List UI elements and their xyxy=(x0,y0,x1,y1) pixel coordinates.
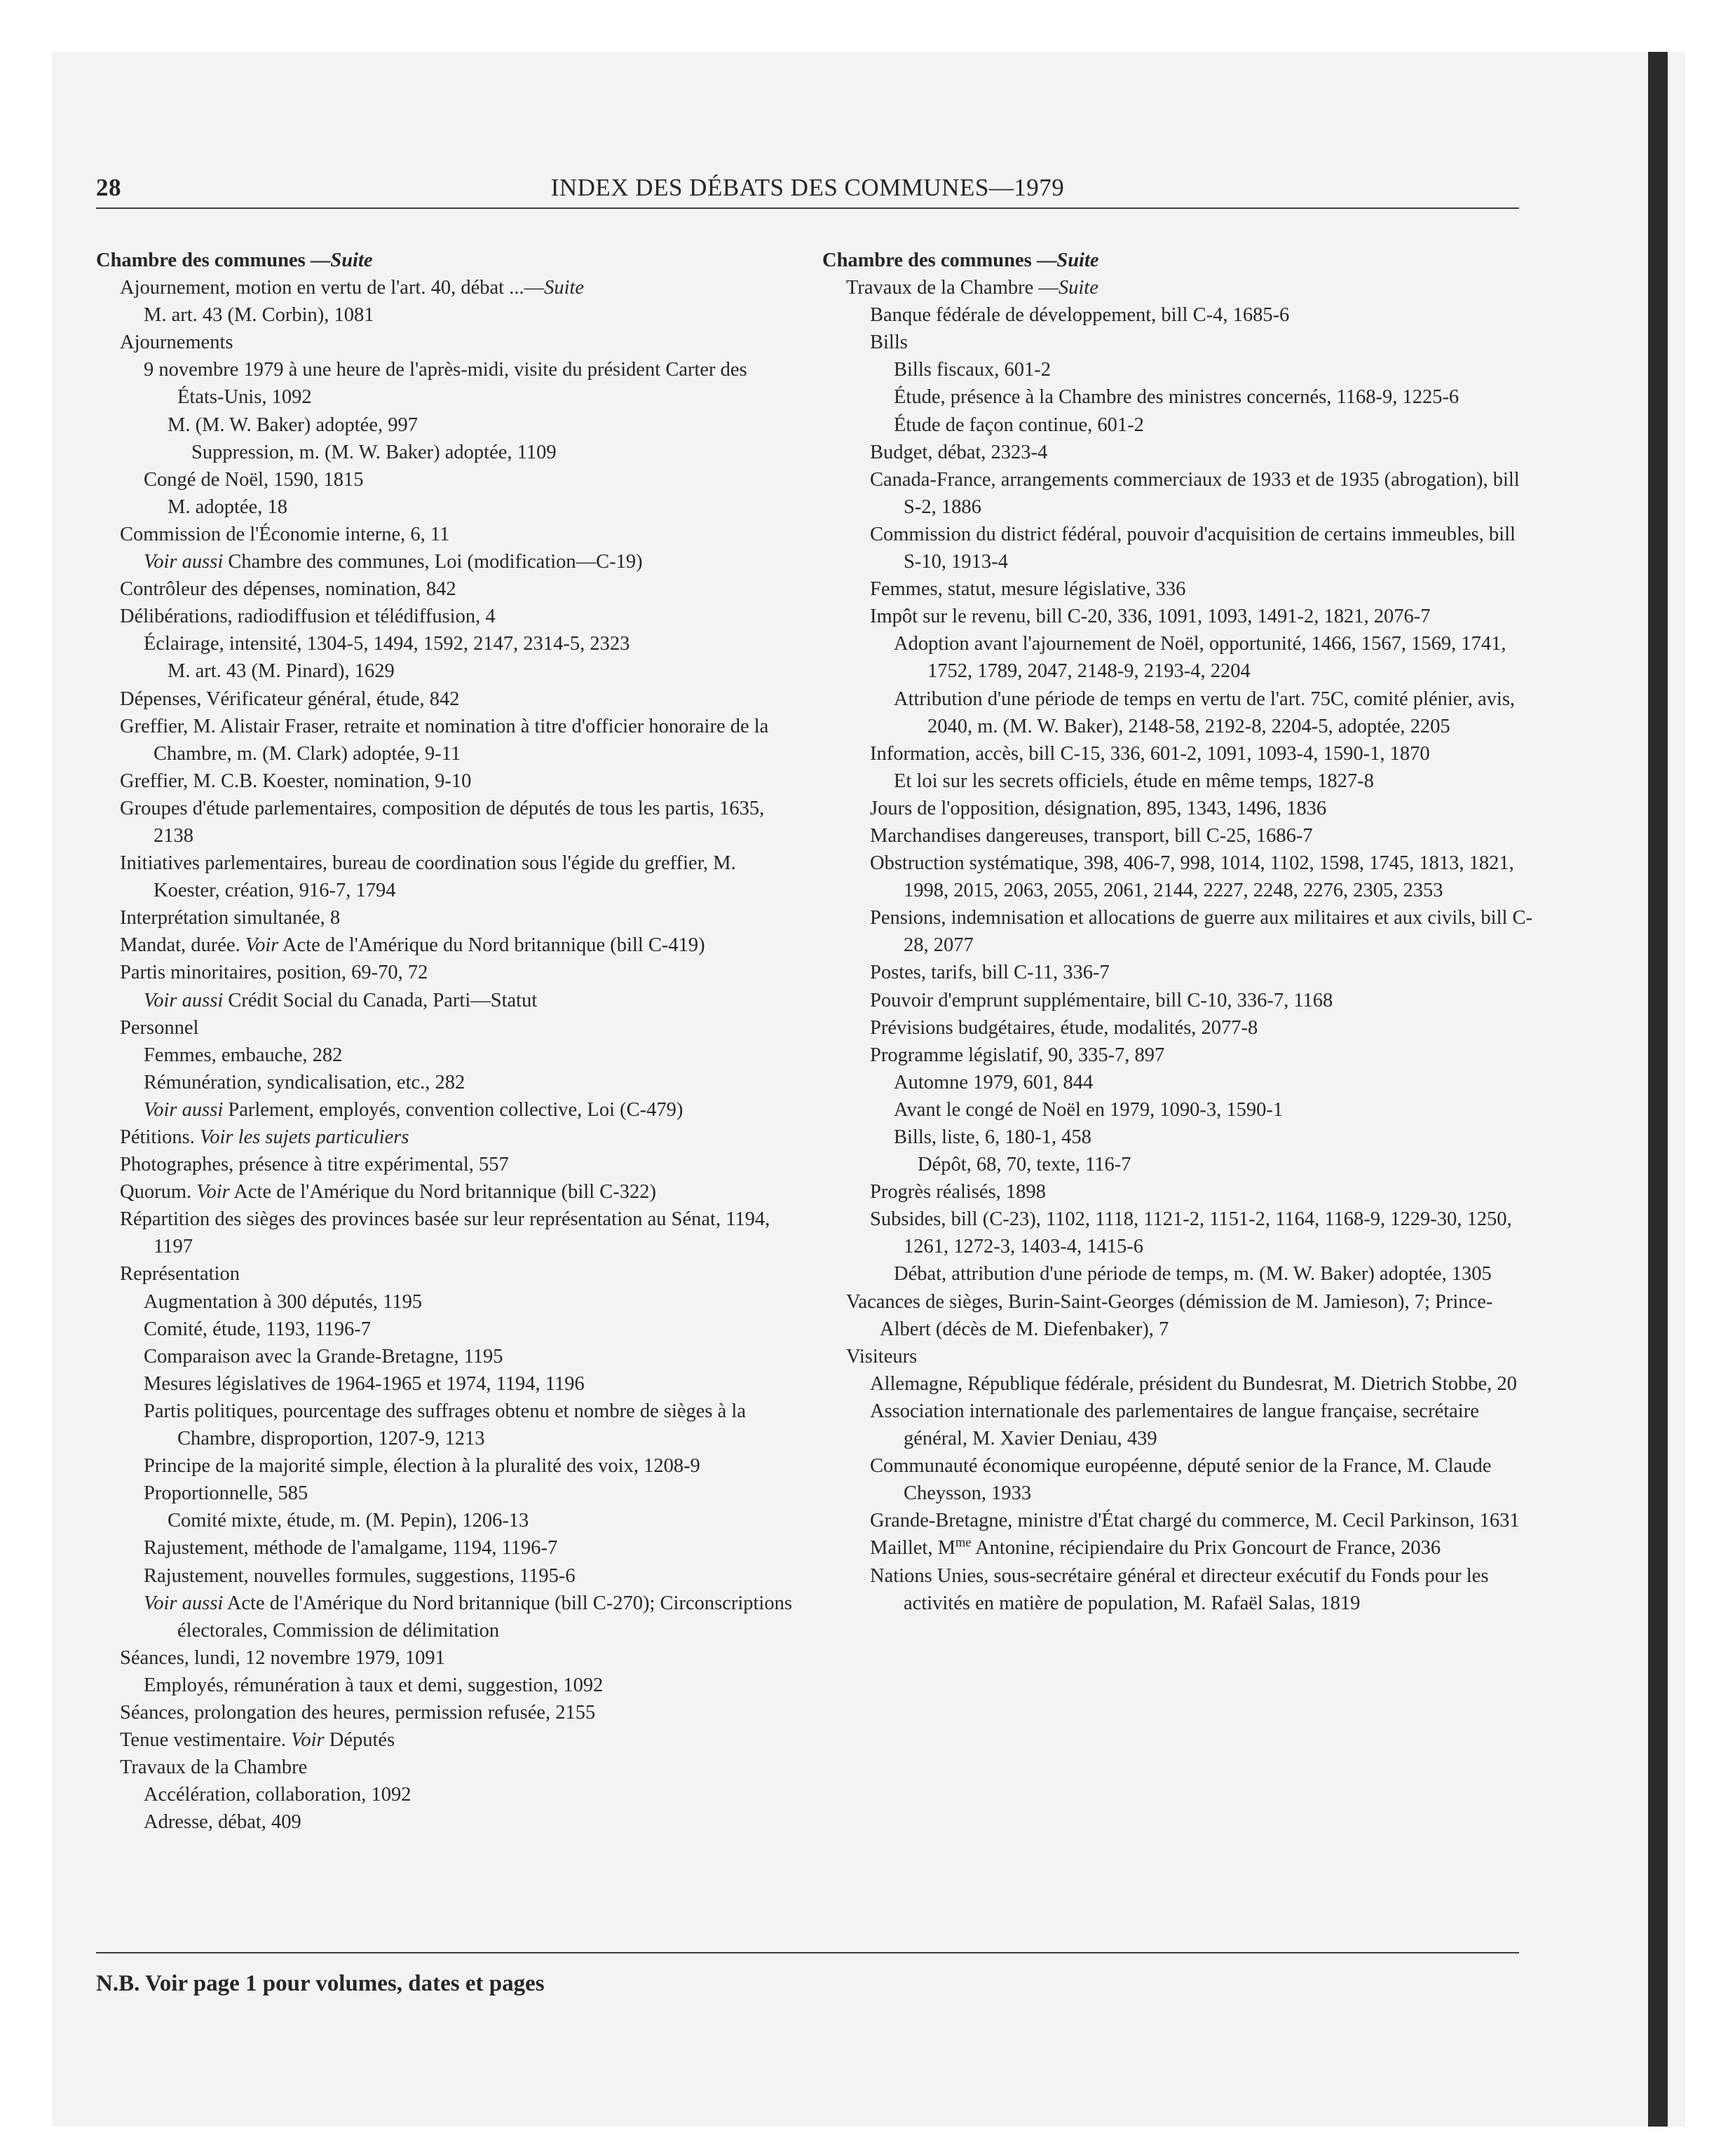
entry-text: Délibérations, radiodiffusion et télédiffusion, 4 xyxy=(120,606,496,628)
entry-text: Antonine, récipiendaire du Prix Goncourt de France, 2036 xyxy=(971,1537,1441,1560)
cross-reference-text: Suite xyxy=(1058,277,1098,299)
index-entry xyxy=(96,1781,797,1808)
entry-text: Pensions, indemnisation et allocations de guerre aux militaires et aux civils, bill C-28, 2077 xyxy=(870,907,1533,957)
entry-text: Automne 1979, 601, 844 xyxy=(894,1071,1094,1093)
cross-reference-text: Voir aussi xyxy=(144,1098,224,1121)
index-entry xyxy=(822,356,1537,383)
index-entry xyxy=(96,329,797,356)
index-entry xyxy=(822,1014,1537,1042)
index-entry xyxy=(96,439,797,466)
entry-text: Et loi sur les secrets officiels, étude en même temps, 1827-8 xyxy=(894,770,1374,792)
entry-text: Proportionnelle, 585 xyxy=(144,1482,308,1505)
entry-text: Allemagne, République fédérale, président du Bundesrat, M. Dietrich Stobbe, 20 xyxy=(870,1372,1517,1395)
index-entry xyxy=(96,850,797,904)
entry-text: Groupes d'étude parlementaires, composition de députés de tous les partis, 1635, 2138 xyxy=(120,797,765,847)
index-entry xyxy=(822,795,1537,822)
entry-text: Progrès réalisés, 1898 xyxy=(870,1181,1046,1203)
index-column-left xyxy=(96,247,797,1836)
index-heading xyxy=(96,247,797,274)
index-entry xyxy=(96,1672,797,1699)
entry-text: Ajournement, motion en vertu de l'art. 40, débat ...— xyxy=(120,277,545,299)
entry-text: Étude de façon continue, 601-2 xyxy=(894,414,1144,436)
entry-text: Accélération, collaboration, 1092 xyxy=(144,1784,411,1806)
entry-text: Femmes, statut, mesure législative, 336 xyxy=(870,578,1186,601)
index-entry xyxy=(96,1398,797,1452)
index-entry xyxy=(96,301,797,329)
entry-text: me xyxy=(955,1535,972,1550)
entry-text: Chambre des communes, Loi (modification—C-19) xyxy=(223,551,643,573)
index-entry xyxy=(96,1534,797,1562)
index-entry xyxy=(96,466,797,493)
entry-text: Photographes, présence à titre expérimental, 557 xyxy=(120,1154,509,1176)
index-entry xyxy=(822,301,1537,329)
entry-text: Maillet, M xyxy=(870,1537,955,1560)
index-entry xyxy=(96,575,797,603)
entry-text: Députés xyxy=(324,1729,395,1752)
entry-text: Contrôleur des dépenses, nomination, 842 xyxy=(120,578,456,601)
entry-text: Visiteurs xyxy=(846,1345,918,1367)
cross-reference-text: Voir xyxy=(245,934,279,957)
cross-reference-text: Voir aussi xyxy=(144,989,224,1011)
index-entry xyxy=(96,932,797,959)
index-entry xyxy=(96,1124,797,1151)
entry-text: Comité mixte, étude, m. (M. Pepin), 1206-13 xyxy=(168,1510,529,1532)
cross-reference-text: Suite xyxy=(544,277,585,299)
index-entry xyxy=(822,1206,1537,1260)
entry-text: Budget, débat, 2323-4 xyxy=(870,441,1048,463)
index-entry xyxy=(96,1069,797,1096)
entry-text: Suppression, m. (M. W. Baker) adoptée, 1109 xyxy=(191,441,557,463)
entry-text: Nations Unies, sous-secrétaire général et directeur exécutif du Fonds pour les activités en matière de population, M. Rafaël Salas, 1819 xyxy=(870,1564,1489,1614)
entry-text: Adoption avant l'ajournement de Noël, opportunité, 1466, 1567, 1569, 1741, 1752, 1789, 2047, 2148-9, 2193-4, 2204 xyxy=(894,633,1506,683)
entry-text: M. art. 43 (M. Corbin), 1081 xyxy=(144,304,374,327)
entry-text: Pouvoir d'emprunt supplémentaire, bill C-10, 336-7, 1168 xyxy=(870,989,1333,1011)
entry-text: Postes, tarifs, bill C-11, 336-7 xyxy=(870,962,1110,984)
index-entry xyxy=(96,685,797,713)
entry-text: Mandat, durée. xyxy=(120,934,245,957)
entry-text: M. (M. W. Baker) adoptée, 997 xyxy=(168,414,418,436)
entry-text: Employés, rémunération à taux et demi, suggestion, 1092 xyxy=(144,1674,604,1696)
entry-text: Chambre des communes — xyxy=(96,250,331,271)
entry-text: Travaux de la Chambre xyxy=(120,1756,308,1779)
index-entry xyxy=(96,1507,797,1534)
index-entry xyxy=(822,1452,1537,1507)
entry-text: Parlement, employés, convention collective, Loi (C-479) xyxy=(223,1098,683,1121)
entry-text: Vacances de sièges, Burin-Saint-Georges (démission de M. Jamieson), 7; Prince-Albert (décès de M. Diefenbaker), 7 xyxy=(846,1290,1493,1340)
entry-text: Répartition des sièges des provinces basée sur leur représentation au Sénat, 1194, 1197 xyxy=(120,1208,770,1258)
entry-text: Dépenses, Vérificateur général, étude, 842 xyxy=(120,688,460,710)
entry-text: Impôt sur le revenu, bill C-20, 336, 1091, 1093, 1491-2, 1821, 2076-7 xyxy=(870,606,1431,628)
index-entry xyxy=(96,603,797,630)
cross-reference-text: Voir aussi xyxy=(144,551,224,573)
page-header xyxy=(96,174,1519,209)
entry-text: Acte de l'Amérique du Nord britannique (bill C-419) xyxy=(278,934,705,957)
entry-text: Ajournements xyxy=(120,332,233,354)
entry-text: Initiatives parlementaires, bureau de coordination sous l'égide du greffier, M. Koester, création, 916-7, 1794 xyxy=(120,852,736,902)
entry-text: Chambre des communes — xyxy=(822,250,1057,271)
index-entry xyxy=(822,383,1537,411)
entry-text: Avant le congé de Noël en 1979, 1090-3, 1590-1 xyxy=(894,1098,1284,1121)
index-entry xyxy=(96,1480,797,1507)
entry-text: Pétitions. xyxy=(120,1126,200,1148)
index-entry xyxy=(96,1096,797,1124)
entry-text: Attribution d'une période de temps en vertu de l'art. 75C, comité plénier, avis, 2040, m. (M. W. Baker), 2148-58, 2192-8, 2204-5, adoptée, 2205 xyxy=(894,688,1516,737)
index-entry xyxy=(96,1452,797,1480)
index-entry xyxy=(822,1096,1537,1124)
index-entry xyxy=(822,740,1537,767)
index-entry xyxy=(822,959,1537,986)
index-entry xyxy=(822,1343,1537,1370)
index-column-right xyxy=(822,247,1537,1617)
index-heading xyxy=(822,247,1537,274)
index-entry xyxy=(96,274,797,301)
entry-text: Obstruction systématique, 398, 406-7, 998, 1014, 1102, 1598, 1745, 1813, 1821, 1998, 2015, 2063, 2055, 2061, 2144, 2227, 2248, 2276, 2305, 2353 xyxy=(870,852,1514,902)
index-entry xyxy=(96,904,797,932)
entry-text: M. art. 43 (M. Pinard), 1629 xyxy=(168,660,395,683)
index-entry xyxy=(822,904,1537,959)
cross-reference-text: Voir les sujets particuliers xyxy=(200,1126,409,1148)
entry-text: Subsides, bill (C-23), 1102, 1118, 1121-2, 1151-2, 1164, 1168-9, 1229-30, 1250, 1261, 1272-3, 1403-4, 1415-6 xyxy=(870,1208,1512,1258)
index-entry xyxy=(822,411,1537,439)
entry-text: Travaux de la Chambre — xyxy=(846,277,1059,299)
entry-text: Bills, liste, 6, 180-1, 458 xyxy=(894,1126,1091,1148)
index-entry xyxy=(822,1534,1537,1562)
entry-text: Débat, attribution d'une période de temps, m. (M. W. Baker) adoptée, 1305 xyxy=(894,1263,1492,1285)
entry-text: Éclairage, intensité, 1304-5, 1494, 1592, 2147, 2314-5, 2323 xyxy=(144,633,630,655)
index-entry xyxy=(822,274,1537,301)
entry-text: Banque fédérale de développement, bill C-4, 1685-6 xyxy=(870,304,1290,327)
index-entry xyxy=(96,1178,797,1206)
index-entry xyxy=(96,1316,797,1343)
index-entry xyxy=(96,1590,797,1644)
index-entry xyxy=(822,1398,1537,1452)
index-entry xyxy=(96,987,797,1014)
index-entry xyxy=(822,630,1537,685)
index-entry xyxy=(96,521,797,548)
entry-text: Jours de l'opposition, désignation, 895, 1343, 1496, 1836 xyxy=(870,797,1327,819)
index-entry xyxy=(822,1370,1537,1398)
entry-text: Femmes, embauche, 282 xyxy=(144,1044,343,1066)
index-entry xyxy=(96,767,797,795)
index-entry xyxy=(822,822,1537,850)
index-entry xyxy=(96,548,797,575)
index-entry xyxy=(96,1260,797,1288)
index-entry xyxy=(822,521,1537,575)
entry-text: Congé de Noël, 1590, 1815 xyxy=(144,468,364,491)
index-entry xyxy=(96,1808,797,1836)
index-entry xyxy=(96,1206,797,1260)
entry-text: Interprétation simultanée, 8 xyxy=(120,907,341,929)
page-number: 28 xyxy=(96,174,121,201)
entry-text: Dépôt, 68, 70, texte, 116-7 xyxy=(918,1154,1131,1176)
cross-reference-text: Suite xyxy=(330,250,373,271)
index-entry xyxy=(822,575,1537,603)
index-entry xyxy=(96,1151,797,1178)
entry-text: Adresse, débat, 409 xyxy=(144,1811,301,1834)
index-entry xyxy=(96,1754,797,1781)
entry-text: Bills fiscaux, 601-2 xyxy=(894,359,1052,381)
index-entry xyxy=(822,603,1537,630)
entry-text: Partis politiques, pourcentage des suffrages obtenu et nombre de sièges à la Chambre, disproportion, 1207-9, 1213 xyxy=(144,1400,746,1450)
entry-text: Programme législatif, 90, 335-7, 897 xyxy=(870,1044,1165,1066)
index-entry xyxy=(96,1562,797,1590)
entry-text: Commission du district fédéral, pouvoir d'acquisition de certains immeubles, bill S-10, 1913-4 xyxy=(870,523,1516,573)
index-entry xyxy=(96,959,797,986)
entry-text: Rajustement, méthode de l'amalgame, 1194, 1196-7 xyxy=(144,1537,558,1560)
index-entry xyxy=(96,1644,797,1672)
entry-text: Grande-Bretagne, ministre d'État chargé du commerce, M. Cecil Parkinson, 1631 xyxy=(870,1510,1520,1532)
index-entry xyxy=(822,1042,1537,1069)
index-entry xyxy=(822,850,1537,904)
entry-text: Comité, étude, 1193, 1196-7 xyxy=(144,1318,372,1340)
index-entry xyxy=(96,1014,797,1042)
index-entry xyxy=(96,630,797,657)
entry-text: Marchandises dangereuses, transport, bill C-25, 1686-7 xyxy=(870,824,1313,847)
entry-text: Quorum. xyxy=(120,1181,197,1203)
index-entry xyxy=(96,356,797,411)
index-entry xyxy=(822,466,1537,521)
entry-text: M. adoptée, 18 xyxy=(168,496,287,518)
entry-text: Séances, lundi, 12 novembre 1979, 1091 xyxy=(120,1646,445,1669)
entry-text: Mesures législatives de 1964-1965 et 1974, 1194, 1196 xyxy=(144,1372,585,1395)
index-entry xyxy=(822,987,1537,1014)
entry-text: 9 novembre 1979 à une heure de l'après-midi, visite du président Carter des États-Unis, 1092 xyxy=(144,359,747,409)
scan-edge xyxy=(1648,52,1668,2127)
entry-text: Greffier, M. C.B. Koester, nomination, 9-10 xyxy=(120,770,472,792)
entry-text: Rémunération, syndicalisation, etc., 282 xyxy=(144,1071,465,1093)
entry-text: Acte de l'Amérique du Nord britannique (bill C-270); Circonscriptions électorales, Commission de délimitation xyxy=(177,1592,792,1642)
entry-text: Commission de l'Économie interne, 6, 11 xyxy=(120,523,450,545)
index-entry xyxy=(822,685,1537,740)
entry-text: Prévisions budgétaires, étude, modalités, 2077-8 xyxy=(870,1016,1258,1039)
index-entry xyxy=(822,1151,1537,1178)
entry-text: Principe de la majorité simple, élection à la pluralité des voix, 1208-9 xyxy=(144,1455,700,1478)
index-entry xyxy=(96,1726,797,1754)
index-entry xyxy=(96,1370,797,1398)
index-entry xyxy=(822,1507,1537,1534)
cross-reference-text: Voir aussi xyxy=(144,1592,224,1614)
entry-text: Tenue vestimentaire. xyxy=(120,1729,292,1752)
index-entry xyxy=(822,439,1537,466)
index-entry xyxy=(822,1260,1537,1288)
index-entry xyxy=(96,493,797,521)
index-entry xyxy=(96,411,797,439)
entry-text: Partis minoritaires, position, 69-70, 72 xyxy=(120,962,428,984)
entry-text: Représentation xyxy=(120,1263,240,1285)
footer-rule xyxy=(96,1952,1519,1953)
entry-text: Étude, présence à la Chambre des ministres concernés, 1168-9, 1225-6 xyxy=(894,386,1460,409)
entry-text: Augmentation à 300 députés, 1195 xyxy=(144,1290,423,1313)
index-entry xyxy=(96,1343,797,1370)
entry-text: Bills xyxy=(870,332,908,354)
entry-text: Information, accès, bill C-15, 336, 601-2, 1091, 1093-4, 1590-1, 1870 xyxy=(870,742,1430,765)
entry-text: Communauté économique européenne, député senior de la France, M. Claude Cheysson, 1933 xyxy=(870,1455,1492,1505)
cross-reference-text: Voir xyxy=(291,1729,325,1752)
entry-text: Acte de l'Amérique du Nord britannique (bill C-322) xyxy=(229,1181,657,1203)
index-entry xyxy=(822,1069,1537,1096)
index-entry xyxy=(96,657,797,685)
entry-text: Crédit Social du Canada, Parti—Statut xyxy=(223,989,538,1011)
index-entry xyxy=(96,795,797,850)
index-entry xyxy=(96,1288,797,1316)
index-entry xyxy=(822,1562,1537,1617)
entry-text: Séances, prolongation des heures, permission refusée, 2155 xyxy=(120,1701,596,1724)
entry-text: Association internationale des parlementaires de langue française, secrétaire général, M. Xavier Deniau, 439 xyxy=(870,1400,1479,1450)
running-title: INDEX DES DÉBATS DES COMMUNES—1979 xyxy=(550,174,1065,201)
index-entry xyxy=(822,1124,1537,1151)
index-entry xyxy=(822,767,1537,795)
entry-text: Canada-France, arrangements commerciaux de 1933 et de 1935 (abrogation), bill S-2, 1886 xyxy=(870,468,1520,518)
entry-text: Comparaison avec la Grande-Bretagne, 1195 xyxy=(144,1345,503,1367)
index-entry xyxy=(822,1288,1537,1343)
entry-text: Greffier, M. Alistair Fraser, retraite et nomination à titre d'officier honoraire de la Chambre, m. (M. Clark) adoptée, 9-11 xyxy=(120,715,769,765)
entry-text: Rajustement, nouvelles formules, suggestions, 1195-6 xyxy=(144,1564,576,1587)
entry-text: Personnel xyxy=(120,1016,199,1039)
index-entry xyxy=(822,329,1537,356)
index-entry xyxy=(96,1042,797,1069)
cross-reference-text: Voir xyxy=(196,1181,230,1203)
footnote: N.B. Voir page 1 pour volumes, dates et pages xyxy=(96,1971,545,1996)
index-entry xyxy=(822,1178,1537,1206)
index-entry xyxy=(96,1699,797,1726)
cross-reference-text: Suite xyxy=(1056,250,1099,271)
index-entry xyxy=(96,713,797,767)
